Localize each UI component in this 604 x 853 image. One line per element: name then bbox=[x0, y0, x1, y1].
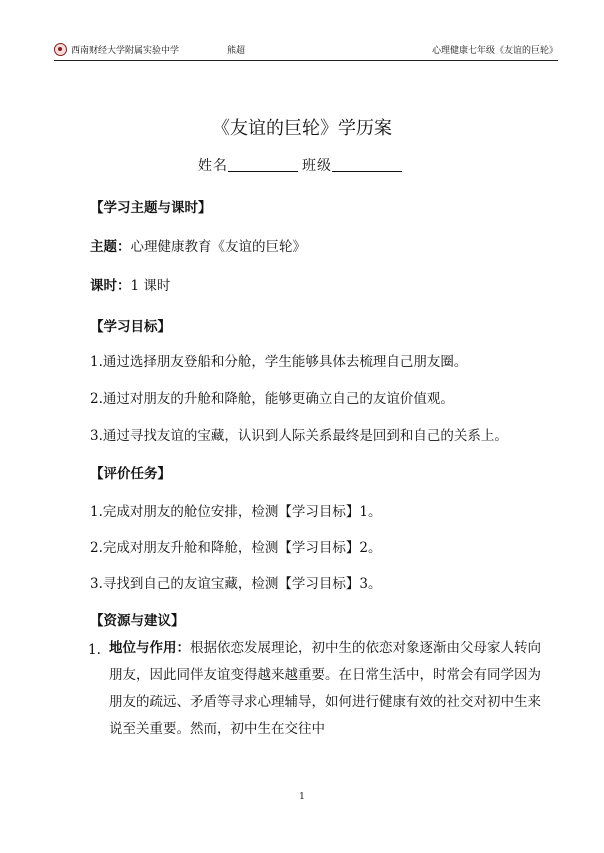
class-label: 班级 bbox=[302, 158, 332, 174]
resource-paragraph bbox=[109, 635, 544, 743]
class-field[interactable] bbox=[332, 157, 402, 172]
task-item: 2.完成对朋友升舱和降舱，检测【学习目标】2。 bbox=[90, 540, 382, 556]
header-divider bbox=[54, 60, 558, 61]
header-author: 熊超 bbox=[227, 46, 246, 56]
objective-item: 1.通过选择朋友登船和分舱，学生能够具体去梳理自己朋友圈。 bbox=[90, 354, 468, 370]
name-field[interactable] bbox=[228, 157, 298, 172]
school-logo-icon bbox=[54, 43, 67, 56]
header-doc-title: 心理健康七年级《友谊的巨轮》 bbox=[431, 46, 558, 56]
section-topic-time: 【学习主题与课时】 bbox=[90, 200, 212, 216]
section-objectives: 【学习目标】 bbox=[90, 319, 171, 335]
hours-value: 1 课时 bbox=[130, 278, 171, 294]
resource-text: 根据依恋发展理论，初中生的依恋对象逐渐由父母家人转向朋友，因此同伴友谊变得越来越重要。在日常生活中，时常会有同学因为朋友的疏远、矛盾等寻求心理辅导，如何进行健康有效的社交对初中生来说至关重要。然而，初中生在交往中 bbox=[109, 640, 541, 737]
hours-label: 课时： bbox=[90, 278, 131, 294]
name-label: 姓名 bbox=[198, 158, 228, 174]
section-tasks: 【评价任务】 bbox=[90, 466, 171, 482]
resource-label: 地位与作用： bbox=[109, 640, 190, 656]
page-number: 1 bbox=[299, 792, 305, 802]
topic-value: 心理健康教育《友谊的巨轮》 bbox=[130, 239, 306, 255]
task-item: 1.完成对朋友的舱位安排，检测【学习目标】1。 bbox=[90, 504, 382, 520]
page-title: 《友谊的巨轮》学历案 bbox=[212, 118, 392, 139]
name-class-line bbox=[198, 155, 406, 175]
hours-line bbox=[90, 274, 170, 294]
page-header bbox=[54, 41, 558, 61]
objective-item: 2.通过对朋友的升舱和降舱，能够更确立自己的友谊价值观。 bbox=[90, 391, 454, 407]
resource-number: 1. bbox=[88, 642, 101, 658]
objective-item: 3.通过寻找友谊的宝藏，认识到人际关系最终是回到和自己的关系上。 bbox=[90, 428, 508, 444]
topic-label: 主题： bbox=[90, 239, 131, 255]
task-item: 3.寻找到自己的友谊宝藏，检测【学习目标】3。 bbox=[90, 576, 382, 592]
section-resources: 【资源与建议】 bbox=[90, 613, 185, 629]
topic-line bbox=[90, 235, 306, 255]
header-school: 西南财经大学附属实验中学 bbox=[71, 46, 180, 56]
